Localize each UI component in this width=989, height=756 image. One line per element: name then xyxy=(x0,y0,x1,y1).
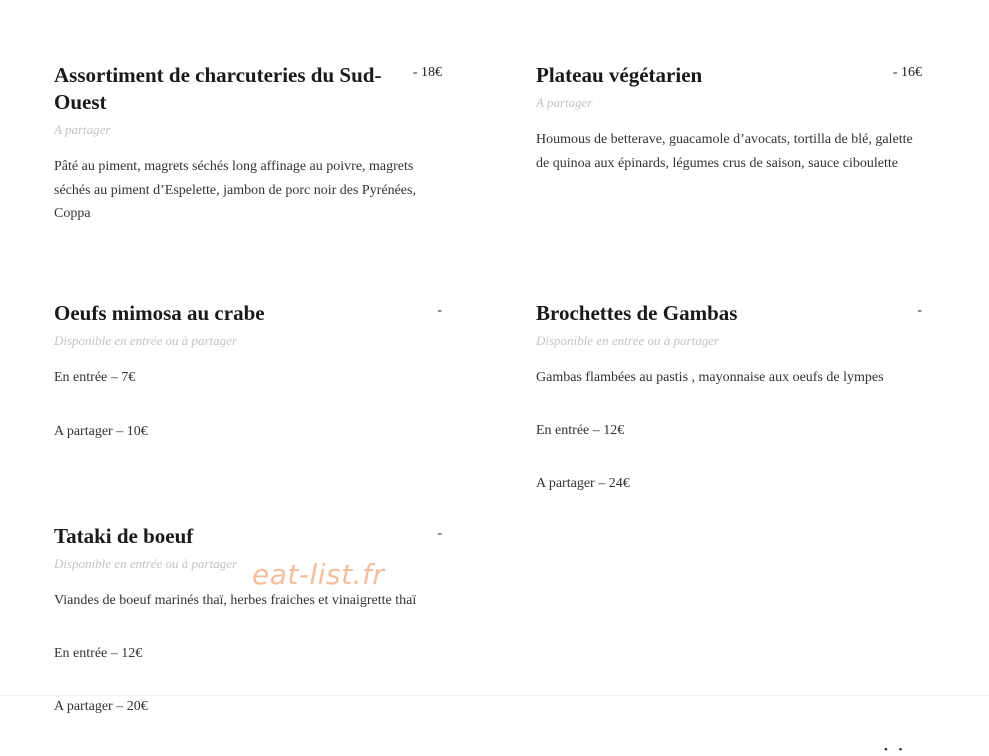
menu-item-oeufs-mimosa xyxy=(54,300,442,443)
menu-item-price-partager: A partager – 24€ xyxy=(536,475,630,491)
menu-item-subtitle: A partager xyxy=(54,122,111,137)
menu-item-price-partager: A partager – 10€ xyxy=(54,424,148,439)
menu-item-header xyxy=(54,300,442,327)
menu-item-price: - xyxy=(917,303,922,318)
menu-item-price: - xyxy=(437,526,442,541)
menu-item-price: - xyxy=(437,303,442,318)
menu-item-header xyxy=(536,62,922,89)
cropped-text-fragment: • • xyxy=(884,744,907,756)
menu-item-brochettes-gambas xyxy=(536,300,922,495)
menu-item-price: - 16€ xyxy=(892,65,922,80)
menu-item-title: Tataki de boeuf xyxy=(54,524,194,548)
menu-item-header xyxy=(536,300,922,327)
menu-item-title: Plateau végétarien xyxy=(536,63,703,87)
menu-item-price-entree: En entrée – 12€ xyxy=(536,422,625,438)
menu-item-title: Assortiment de charcuteries du Sud-Ouest xyxy=(54,63,382,114)
menu-item-subtitle: Disponible en entrée ou à partager xyxy=(54,333,238,348)
menu-item-plateau-vegetarien xyxy=(536,62,922,175)
menu-item-subtitle: Disponible en entrée ou à partager xyxy=(536,333,720,348)
menu-item-description: Pâté au piment, magrets séchés long affinage au poivre, magrets séchés au piment d’Espelette, jambon de porc noir des Pyrénées, Coppa xyxy=(54,159,416,221)
menu-item-price-entree: En entrée – 12€ xyxy=(54,645,143,661)
menu-item-price: - 18€ xyxy=(412,65,442,80)
menu-item-subtitle: A partager xyxy=(536,95,593,110)
menu-item-title: Oeufs mimosa au crabe xyxy=(54,301,265,325)
menu-item-description: Viandes de boeuf marinés thaï, herbes fraiches et vinaigrette thaï xyxy=(54,593,417,608)
menu-item-header xyxy=(54,523,442,550)
menu-item-header xyxy=(54,62,442,116)
watermark-logo: eat-list.fr xyxy=(252,558,385,591)
menu-item-price-entree: En entrée – 7€ xyxy=(54,370,136,385)
menu-item-tataki-boeuf xyxy=(54,523,442,718)
menu-item-price-partager: A partager – 20€ xyxy=(54,698,148,714)
menu-item-title: Brochettes de Gambas xyxy=(536,301,738,325)
menu-item-description: Gambas flambées au pastis , mayonnaise aux oeufs de lympes xyxy=(536,370,884,385)
menu-item-subtitle: Disponible en entrée ou à partager xyxy=(54,556,238,571)
page-divider xyxy=(0,695,989,696)
menu-item-description: Houmous de betterave, guacamole d’avocats, tortilla de blé, galette de quinoa aux épinards, légumes crus de saison, sauce ciboulette xyxy=(536,132,913,171)
menu-item-charcuteries xyxy=(54,62,442,226)
